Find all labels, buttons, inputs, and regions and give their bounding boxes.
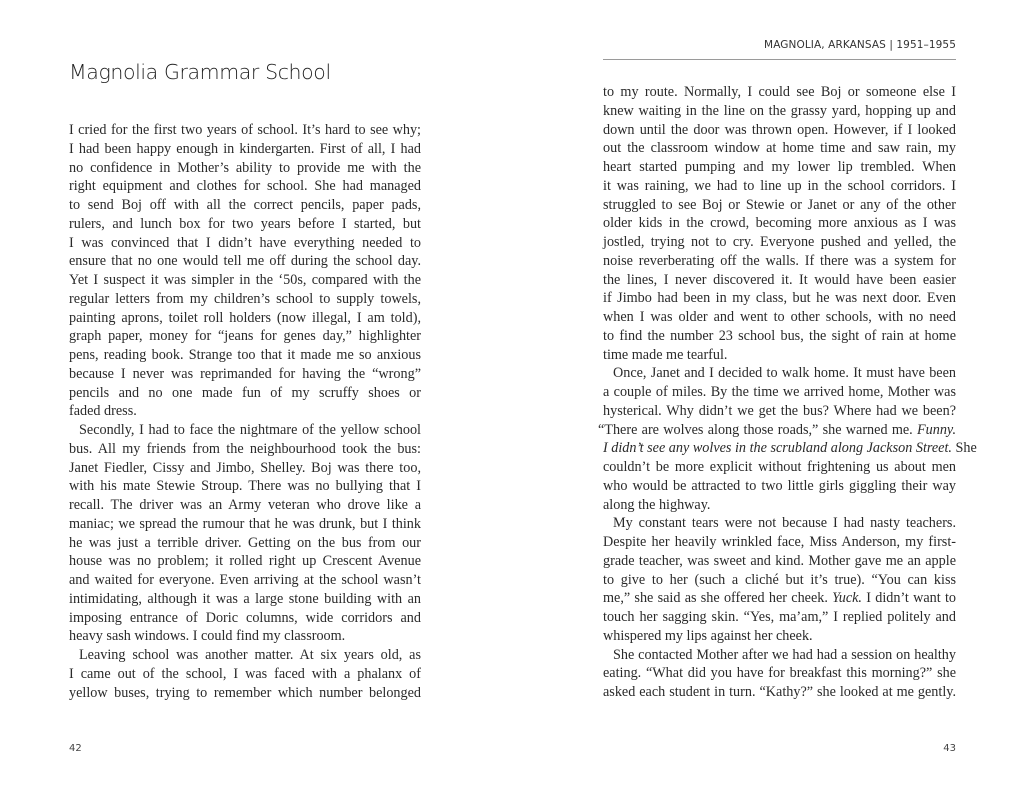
text-line: Despite her heavily wrinkled face, Miss Anderson, my first-	[603, 534, 956, 550]
text-line: to my route. Normally, I could see Boj or someone else I	[603, 84, 956, 100]
text-line: noise reverberating off the walls. If there was a system for	[603, 252, 956, 269]
text-line: bus. All my friends from the neighbourhood took the bus:	[69, 440, 421, 457]
text-line: Yet I suspect it was simpler in the ‘50s, compared with the	[69, 272, 421, 288]
text-line: no confidence in Mother’s ability to provide me with the	[69, 159, 421, 176]
text-line: grade teacher, was sweet and kind. Mother gave me an apple	[603, 552, 956, 569]
text-line: if Jimbo had been in my class, but he was next door. Even	[603, 290, 956, 307]
text-line: to find the number 23 school bus, the sight of rain at home	[603, 327, 956, 344]
italic-text: Yuck.	[832, 590, 862, 607]
text-line: rulers, and lunch box for two years before I started, but	[69, 215, 421, 232]
text-line: older kids in the crowd, becoming more anxious as I was	[603, 215, 956, 232]
body-text-right	[598, 83, 977, 702]
text-line: imposing entrance of Doric columns, wide corridors and	[69, 609, 421, 626]
text-line: along the highway.	[603, 496, 711, 513]
page-number: 43	[943, 743, 956, 754]
header-rule	[603, 59, 956, 60]
text-line	[603, 439, 977, 458]
text-line: Janet Fiedler, Cissy and Jimbo, Shelley. Boj was there too,	[69, 459, 421, 476]
text-line	[598, 421, 956, 440]
chapter-title: Magnolia Grammar School	[69, 60, 331, 84]
text-line: he was just a terrible driver. Getting on the bus from our	[69, 534, 421, 551]
text-line: hysterical. Why didn’t we get the bus? Where had we been?	[603, 402, 956, 419]
text-line: whispered my lips against her cheek.	[603, 627, 813, 644]
text-line: to send Boj off with all the correct pencils, paper pads,	[69, 197, 421, 213]
text-line: right equipment and clothes for school. She had managed	[69, 178, 421, 195]
text-line: eating. “What did you have for breakfast this morning?” she	[603, 665, 956, 682]
text-line: recall. The driver was an Army veteran who drove like a	[69, 497, 421, 513]
text-line: My constant tears were not because I had nasty teachers.	[613, 515, 956, 532]
text-line: pens, reading book. Strange too that it made me so anxious	[69, 347, 421, 363]
text-line: Leaving school was another matter. At six years old, as	[79, 647, 421, 663]
text-line: pencils and no one made fun of my scruffy shoes or	[69, 384, 421, 401]
text-line: heavy sash windows. I could find my classroom.	[69, 628, 346, 645]
italic-text: I didn’t see any wolves in the scrubland along Jackson Street.	[603, 440, 952, 457]
running-head: MAGNOLIA, ARKANSAS | 1951–1955	[764, 39, 956, 51]
text-line: who would be attracted to two little girls giggling their way	[603, 477, 956, 494]
text-line: it was raining, we had to line up in the school corridors. I	[603, 177, 956, 194]
text-line: graph paper, money for “jeans for genes day,” highlighter	[69, 328, 421, 345]
page-number: 42	[69, 743, 82, 754]
right-page	[512, 0, 1024, 796]
text-line: I cried for the first two years of school. It’s hard to see why;	[69, 122, 421, 138]
text-line: a couple of miles. By the time we arrived home, Mother was	[603, 384, 956, 400]
text-line: knew waiting in the line on the grassy yard, hopping up and	[603, 102, 956, 119]
text-line: out the classroom window at home time and saw rain, my	[603, 140, 956, 157]
text-line: when I was older and went to other schools, with no need	[603, 309, 956, 325]
text-line: faded dress.	[69, 403, 137, 420]
text-line: Secondly, I had to face the nightmare of the yellow school	[79, 422, 421, 438]
text-line: maniac; we spread the rumour that he was drunk, but I think	[69, 515, 421, 532]
text-line: touch her sagging skin. “Yes, ma’am,” I replied politely and	[603, 609, 956, 625]
text-line: I was convinced that I didn’t have everything needed to	[69, 234, 421, 251]
text-line: to give to her (such a cliché but it’s true). “You can kiss	[603, 571, 956, 588]
text-line: because I never was reprimanded for having the “wrong”	[69, 365, 421, 382]
text-line: painting aprons, toilet roll holders (now illegal, I am told),	[69, 309, 421, 326]
text-line: heart started pumping and my lower lip trembled. When	[603, 159, 956, 175]
text-line: Once, Janet and I decided to walk home. It must have been	[613, 365, 956, 382]
text-line: the lines, I never discovered it. It would have been easier	[603, 271, 956, 288]
text-run: She	[951, 440, 977, 457]
text-line: time made me tearful.	[603, 346, 728, 363]
italic-text: Funny.	[916, 421, 956, 438]
text-line: intimidating, although it was a large stone building with an	[69, 590, 421, 607]
text-line: I came out of the school, I was faced with a phalanx of	[69, 665, 421, 682]
text-line: yellow buses, trying to remember which number belonged	[69, 684, 421, 701]
text-line: couldn’t be more explicit without frightening us about men	[603, 459, 956, 475]
text-line: She contacted Mother after we had had a session on healthy	[613, 646, 956, 663]
text-run: “There are wolves along those roads,” she warned me.	[598, 421, 917, 438]
text-line: house was no problem; it rolled right up Crescent Avenue	[69, 553, 421, 570]
text-run: me,” she said as she offered her cheek.	[603, 590, 833, 607]
text-line: and waited for everyone. Even arriving at the school wasn’t	[69, 572, 421, 588]
text-line: struggled to see Boj or Stewie or Janet or any of the other	[603, 196, 956, 213]
text-line: with his mate Stewie Stroup. There was no bullying that I	[69, 478, 421, 495]
text-line: regular letters from my children’s school to supply towels,	[69, 290, 421, 307]
text-line: jostled, trying not to cry. Everyone pushed and yelled, the	[603, 234, 956, 250]
text-line: ensure that no one would tell me off during the school day.	[69, 253, 421, 270]
text-line: asked each student in turn. “Kathy?” she looked at me gently.	[603, 684, 956, 700]
text-run: I didn’t want to	[861, 590, 956, 607]
text-line: I had been happy enough in kindergarten. First of all, I had	[69, 140, 421, 157]
text-line: down until the door was thrown open. However, if I looked	[603, 121, 956, 138]
body-text-left	[69, 121, 421, 702]
text-line	[603, 589, 956, 608]
